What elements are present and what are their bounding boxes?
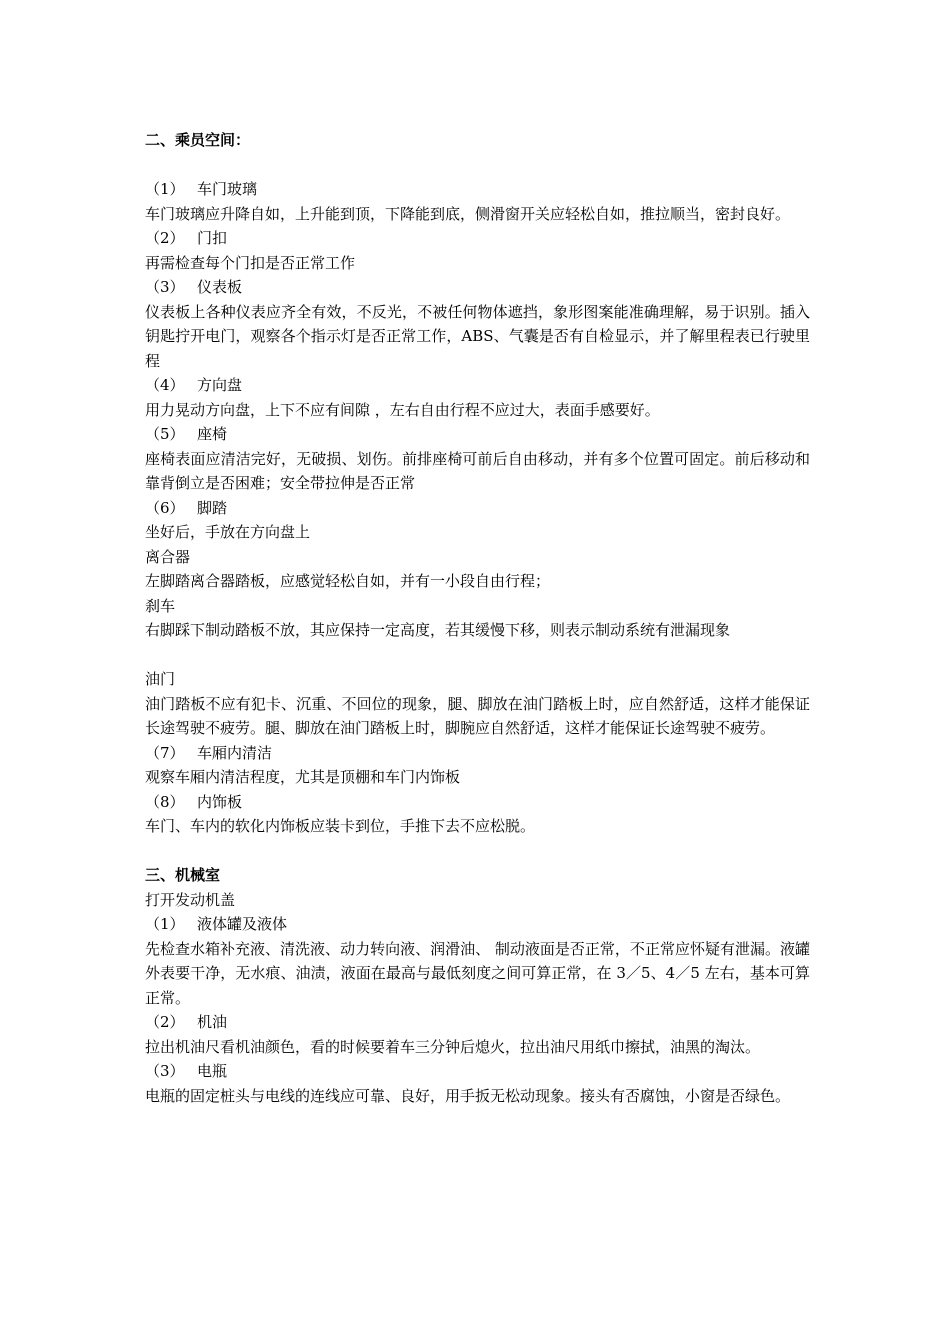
- list-item: [145, 1010, 810, 1035]
- paragraph: 车门玻璃应升降自如，上升能到顶，下降能到底，侧滑窗开关应轻松自如，推拉顺当，密封良好。: [145, 204, 791, 223]
- list-item: [145, 741, 810, 766]
- section-intro: 打开发动机盖: [145, 890, 236, 909]
- list-item: [145, 422, 810, 447]
- list-item: [145, 790, 810, 815]
- section-heading: 二、乘员空间：: [145, 131, 251, 149]
- section-heading: 三、机械室: [145, 866, 221, 884]
- paragraph: 坐好后，手放在方向盘上: [145, 523, 311, 541]
- paragraph: 左脚踏离合器踏板，应感觉轻松自如，并有一小段自由行程；: [145, 572, 551, 590]
- list-item: [145, 373, 810, 398]
- paragraph: 座椅表面应清洁完好，无破损、划伤。前排座椅可前后自由移动，并有多个位置可固定。前后移动和靠背倒立是否困难；安全带拉伸是否正常: [145, 449, 810, 492]
- item-number: （3）: [145, 278, 185, 296]
- item-number: （5）: [145, 425, 185, 443]
- paragraph: 先检查水箱补充液、清洗液、动力转向液、润滑油、 制动液面是否正常，不正常应怀疑有泄漏。液罐外表要干净，无水痕、油渍，液面在最高与最低刻度之间可算正常，在 3／5、4／5 左右，基本可算正常。: [145, 939, 810, 1007]
- list-item: [145, 177, 810, 202]
- item-title: 车门玻璃: [197, 180, 258, 198]
- item-number: （4）: [145, 376, 185, 394]
- item-title: 门扣: [197, 229, 228, 247]
- item-title: 方向盘: [197, 376, 243, 394]
- item-number: （6）: [145, 498, 185, 517]
- paragraph: 再需检查每个门扣是否正常工作: [145, 253, 356, 272]
- item-number: （1）: [145, 915, 185, 933]
- item-number: （2）: [145, 1013, 185, 1031]
- list-item: [145, 275, 810, 300]
- item-title: 仪表板: [197, 278, 243, 296]
- paragraph: 车门、车内的软化内饰板应装卡到位，手推下去不应松脱。: [145, 817, 536, 835]
- item-title: 车厢内清洁: [197, 743, 273, 762]
- item-title: 液体罐及液体: [197, 915, 288, 933]
- paragraph: 电瓶的固定桩头与电线的连线应可靠、良好，用手扳无松动现象。接头有否腐蚀，小窗是否绿色。: [145, 1086, 791, 1105]
- item-title: 电瓶: [197, 1062, 228, 1080]
- paragraph: 右脚踩下制动踏板不放，其应保持一定高度，若其缓慢下移，则表示制动系统有泄漏现象: [145, 621, 731, 639]
- item-number: （8）: [145, 792, 185, 811]
- item-title: 内饰板: [197, 792, 243, 811]
- paragraph: 油门踏板不应有犯卡、沉重、不回位的现象，腿、脚放在油门踏板上时，应自然舒适，这样才能保证长途驾驶不疲劳。腿、脚放在油门踏板上时，脚腕应自然舒适，这样才能保证长途驾驶不疲劳。: [145, 694, 810, 737]
- item-number: （7）: [145, 743, 185, 762]
- item-number: （2）: [145, 229, 185, 247]
- list-item: [145, 1059, 810, 1084]
- sub-heading: 离合器: [145, 547, 191, 566]
- document-page: [145, 128, 810, 1108]
- spacer: [145, 643, 810, 668]
- item-number: （3）: [145, 1062, 185, 1080]
- spacer: [145, 153, 810, 178]
- sub-heading: 油门: [145, 670, 176, 688]
- paragraph: 拉出机油尺看机油颜色，看的时候要着车三分钟后熄火，拉出油尺用纸巾擦拭，油黑的淘汰。: [145, 1037, 761, 1056]
- item-title: 座椅: [197, 425, 228, 443]
- paragraph: 用力晃动方向盘，上下不应有间隙 ，左右自由行程不应过大，表面手感要好。: [145, 400, 660, 419]
- list-item: [145, 496, 810, 521]
- sub-heading: 刹车: [145, 596, 176, 615]
- spacer: [145, 839, 810, 864]
- item-number: （1）: [145, 180, 185, 198]
- list-item: [145, 912, 810, 937]
- item-title: 脚踏: [197, 498, 228, 517]
- list-item: [145, 226, 810, 251]
- paragraph: 仪表板上各种仪表应齐全有效，不反光，不被任何物体遮挡，象形图案能准确理解，易于识别。插入钥匙拧开电门，观察各个指示灯是否正常工作，ABS、气囊是否有自检显示，并了解里程表已行驶里程: [145, 302, 810, 370]
- item-title: 机油: [197, 1013, 228, 1031]
- paragraph: 观察车厢内清洁程度，尤其是顶棚和车门内饰板: [145, 768, 461, 786]
